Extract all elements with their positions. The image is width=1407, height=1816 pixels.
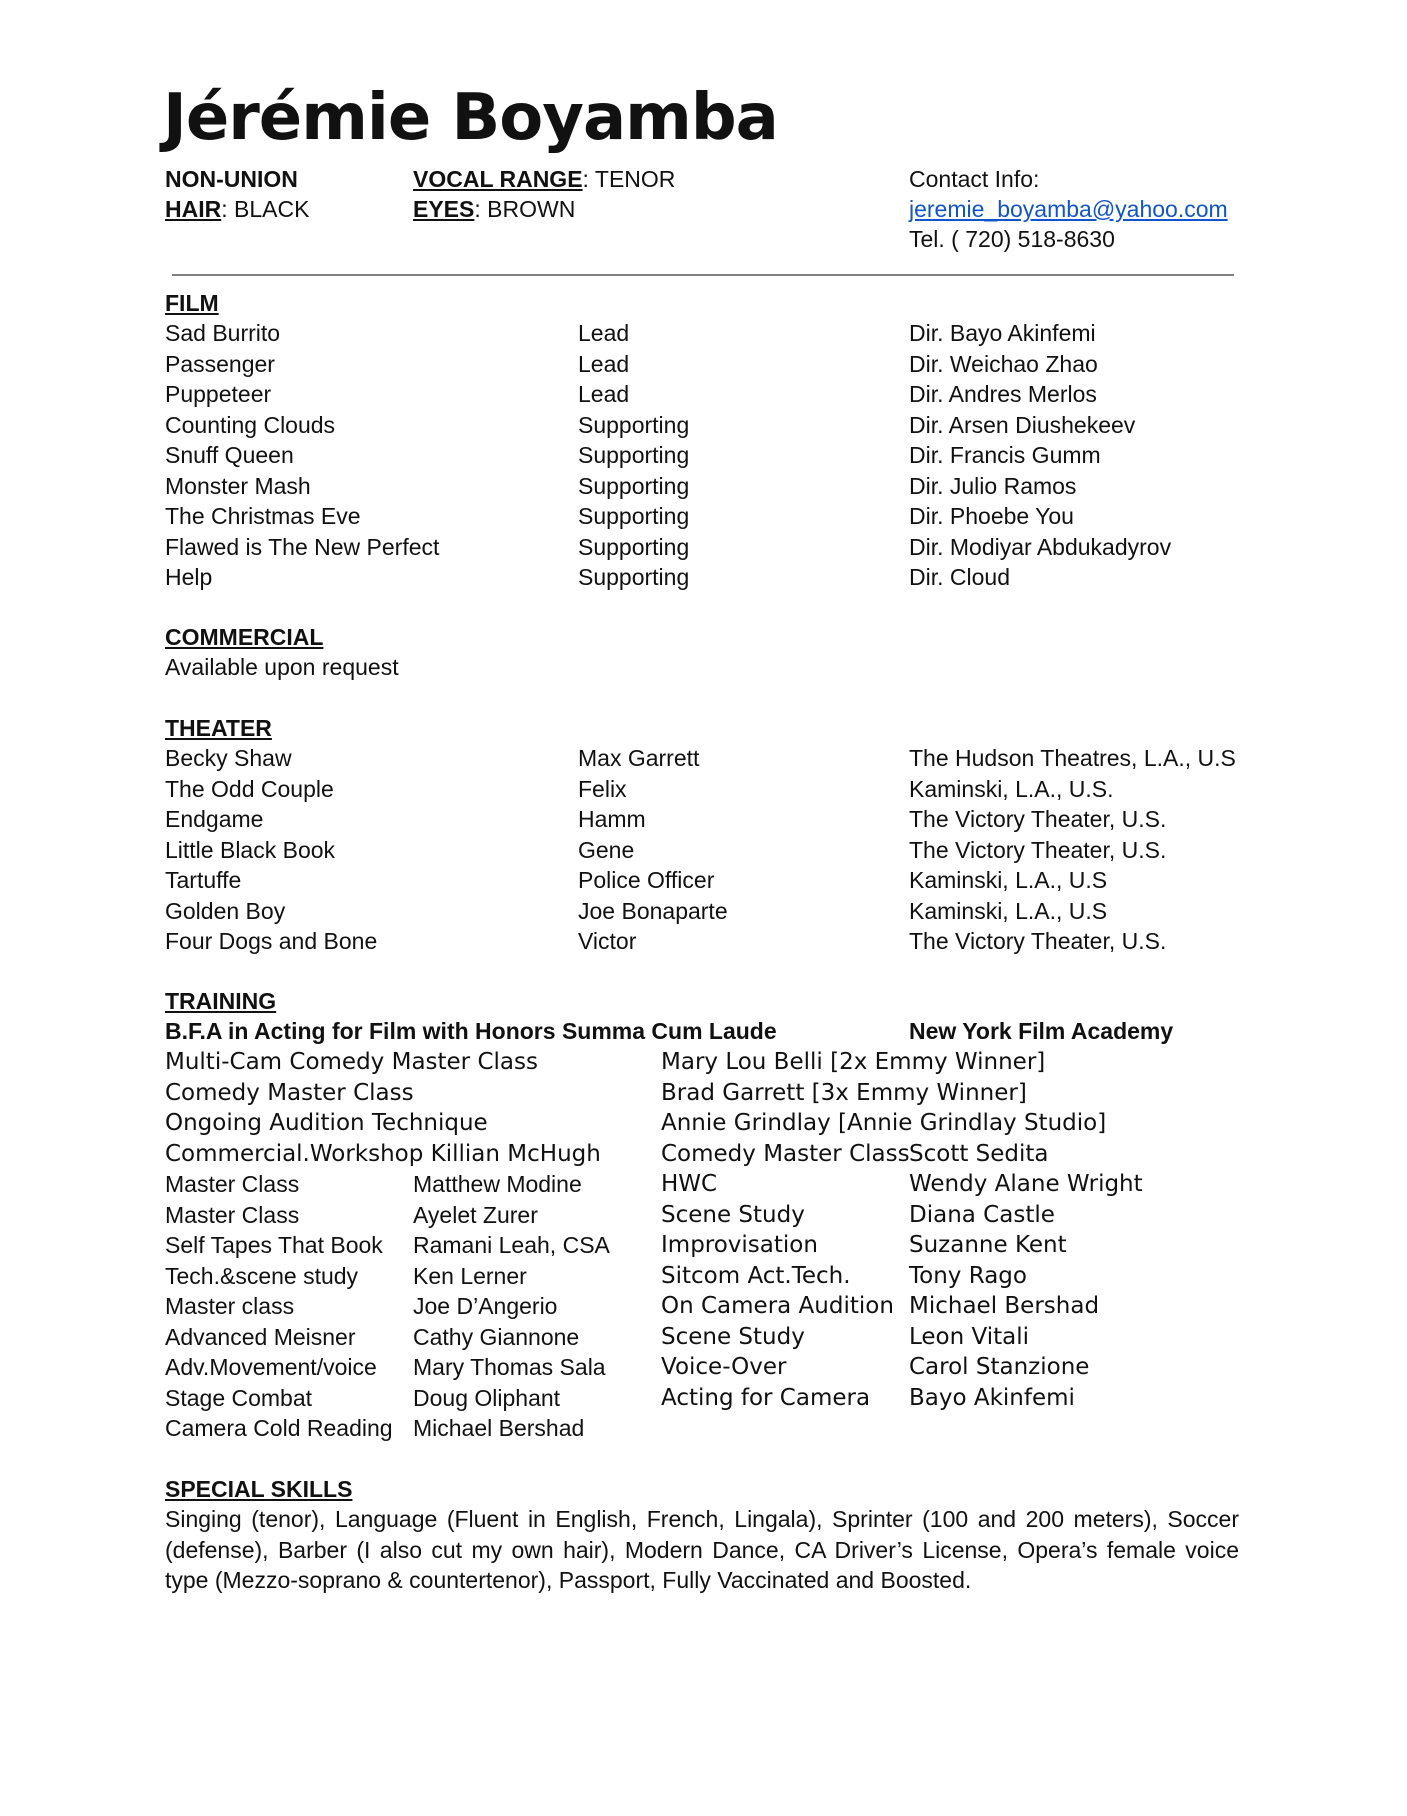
contact-label: Contact Info: — [909, 166, 1040, 192]
film-title: The Christmas Eve — [165, 503, 361, 529]
play-title: Becky Shaw — [165, 745, 292, 771]
training-course: Advanced Meisner — [165, 1323, 356, 1350]
training-course: Acting for Camera — [661, 1384, 871, 1411]
play-role: Gene — [578, 836, 635, 863]
training-instructor: Michael Bershad — [909, 1293, 1100, 1319]
training-instructor: Diana Castle — [909, 1201, 1055, 1228]
training-course: Comedy Master Class — [165, 1079, 414, 1106]
film-role: Supporting — [578, 472, 690, 499]
training-instructor: Scott Sedita — [909, 1140, 1049, 1167]
film-title: Passenger — [165, 350, 275, 377]
film-director: Dir. Bayo Akinfemi — [909, 320, 1096, 346]
film-director: Dir. Francis Gumm — [909, 442, 1101, 468]
play-title: Endgame — [165, 806, 264, 832]
play-venue: Kaminski, L.A., U.S. — [909, 775, 1114, 802]
training-instructor: Suzanne Kent — [909, 1232, 1067, 1258]
special-skills-text: Singing (tenor), Language (Fluent in English, French, Lingala), Sprinter (100 and 200 meters), Soccer (defense), Barber (I also cut my own hair), Modern Dance, CA Driver’s License, Opera’s female voice type (Mezzo-soprano & countertenor), Passport, Fully Vaccinated and Boosted. — [165, 1506, 1239, 1593]
film-role: Supporting — [578, 533, 690, 560]
film-title: Flawed is The New Perfect — [165, 533, 440, 560]
film-role: Supporting — [578, 442, 690, 468]
eyes-value: : BROWN — [474, 196, 576, 222]
header-divider — [172, 274, 1234, 276]
play-title: Golden Boy — [165, 897, 286, 924]
film-role: Supporting — [578, 564, 690, 590]
film-director: Dir. Julio Ramos — [909, 472, 1077, 499]
training-instructor: Doug Oliphant — [413, 1384, 561, 1411]
training-instructor: Ayelet Zurer — [413, 1201, 538, 1228]
commercial-heading: COMMERCIAL — [165, 624, 324, 650]
actor-name: Jérémie Boyamba — [163, 81, 778, 155]
vocal-range-label: VOCAL RANGE — [413, 166, 583, 192]
training-course: Master Class — [165, 1201, 300, 1228]
eyes-info — [413, 194, 575, 224]
training-instructor: Mary Thomas Sala — [413, 1354, 606, 1380]
training-instructor: Wendy Alane Wright — [909, 1171, 1143, 1197]
film-director: Dir. Arsen Diushekeev — [909, 411, 1136, 438]
training-course-instructor: Commercial.Workshop Killian McHugh — [165, 1140, 601, 1167]
training-course: Comedy Master Class — [661, 1140, 910, 1167]
training-course: Adv.Movement/voice — [165, 1354, 377, 1380]
film-title: Snuff Queen — [165, 442, 294, 468]
school: New York Film Academy — [909, 1018, 1174, 1044]
film-director: Dir. Andres Merlos — [909, 381, 1097, 407]
film-director: Dir. Phoebe You — [909, 503, 1074, 529]
training-instructor: Annie Grindlay [Annie Grindlay Studio] — [661, 1110, 1107, 1136]
film-title: Monster Mash — [165, 472, 311, 499]
commercial-text: Available upon request — [165, 654, 399, 680]
degree: B.F.A in Acting for Film with Honors Summa Cum Laude — [165, 1018, 777, 1044]
training-instructor: Brad Garrett [3x Emmy Winner] — [661, 1079, 1027, 1106]
play-title: Tartuffe — [165, 867, 242, 893]
film-title: Puppeteer — [165, 381, 272, 407]
training-course: Scene Study — [661, 1323, 805, 1350]
training-course: Tech.&scene study — [165, 1262, 359, 1289]
film-heading: FILM — [165, 290, 219, 316]
special-skills-heading: SPECIAL SKILLS — [165, 1476, 353, 1502]
training-instructor: Leon Vitali — [909, 1323, 1030, 1350]
film-role: Supporting — [578, 503, 690, 529]
training-course: Ongoing Audition Technique — [165, 1110, 488, 1136]
film-title: Sad Burrito — [165, 320, 281, 346]
play-venue: The Hudson Theatres, L.A., U.S — [909, 745, 1236, 771]
training-instructor: Michael Bershad — [413, 1415, 585, 1441]
play-title: Little Black Book — [165, 836, 336, 863]
play-venue: The Victory Theater, U.S. — [909, 836, 1167, 863]
training-course: Stage Combat — [165, 1384, 313, 1411]
training-course: Multi-Cam Comedy Master Class — [165, 1049, 538, 1075]
training-heading: TRAINING — [165, 988, 277, 1014]
vocal-range-value: : TENOR — [582, 166, 676, 192]
play-title: The Odd Couple — [165, 775, 334, 802]
play-role: Max Garrett — [578, 745, 700, 771]
training-instructor: Bayo Akinfemi — [909, 1384, 1075, 1411]
film-title: Counting Clouds — [165, 411, 336, 438]
eyes-label: EYES — [413, 196, 475, 222]
training-course: Sitcom Act.Tech. — [661, 1262, 851, 1289]
training-instructor: Cathy Giannone — [413, 1323, 580, 1350]
phone-number: Tel. ( 720) 518-8630 — [909, 226, 1115, 252]
email-link[interactable]: jeremie_boyamba@yahoo.com — [909, 196, 1228, 222]
vocal-range-info — [413, 164, 675, 194]
film-director: Dir. Cloud — [909, 564, 1010, 590]
training-instructor: Mary Lou Belli [2x Emmy Winner] — [661, 1049, 1046, 1075]
theater-heading: THEATER — [165, 715, 272, 741]
play-role: Police Officer — [578, 867, 715, 893]
training-course: On Camera Audition — [661, 1293, 894, 1319]
training-instructor: Carol Stanzione — [909, 1354, 1090, 1380]
training-course: HWC — [661, 1171, 718, 1197]
play-venue: Kaminski, L.A., U.S — [909, 897, 1108, 924]
film-role: Lead — [578, 381, 630, 407]
film-role: Supporting — [578, 411, 690, 438]
film-director: Dir. Modiyar Abdukadyrov — [909, 533, 1172, 560]
play-title: Four Dogs and Bone — [165, 928, 378, 954]
play-role: Victor — [578, 928, 637, 954]
training-instructor: Matthew Modine — [413, 1171, 582, 1197]
film-role: Lead — [578, 350, 630, 377]
training-course: Improvisation — [661, 1232, 818, 1258]
training-course: Scene Study — [661, 1201, 805, 1228]
hair-info — [165, 194, 309, 224]
play-venue: The Victory Theater, U.S. — [909, 806, 1167, 832]
training-instructor: Ramani Leah, CSA — [413, 1232, 610, 1258]
training-course: Master class — [165, 1293, 295, 1319]
training-course: Self Tapes That Book — [165, 1232, 383, 1258]
film-director: Dir. Weichao Zhao — [909, 350, 1098, 377]
film-title: Help — [165, 564, 213, 590]
training-instructor: Ken Lerner — [413, 1262, 527, 1289]
play-venue: The Victory Theater, U.S. — [909, 928, 1167, 954]
training-course: Camera Cold Reading — [165, 1415, 393, 1441]
hair-label: HAIR — [165, 196, 222, 222]
play-role: Felix — [578, 775, 627, 802]
union-status: NON-UNION — [165, 166, 298, 192]
training-instructor: Tony Rago — [909, 1262, 1027, 1289]
play-role: Hamm — [578, 806, 646, 832]
training-course: Master Class — [165, 1171, 300, 1197]
training-instructor: Joe D’Angerio — [413, 1293, 558, 1319]
hair-value: : BLACK — [221, 196, 310, 222]
play-role: Joe Bonaparte — [578, 897, 728, 924]
play-venue: Kaminski, L.A., U.S — [909, 867, 1108, 893]
film-role: Lead — [578, 320, 630, 346]
training-course: Voice-Over — [661, 1354, 787, 1380]
